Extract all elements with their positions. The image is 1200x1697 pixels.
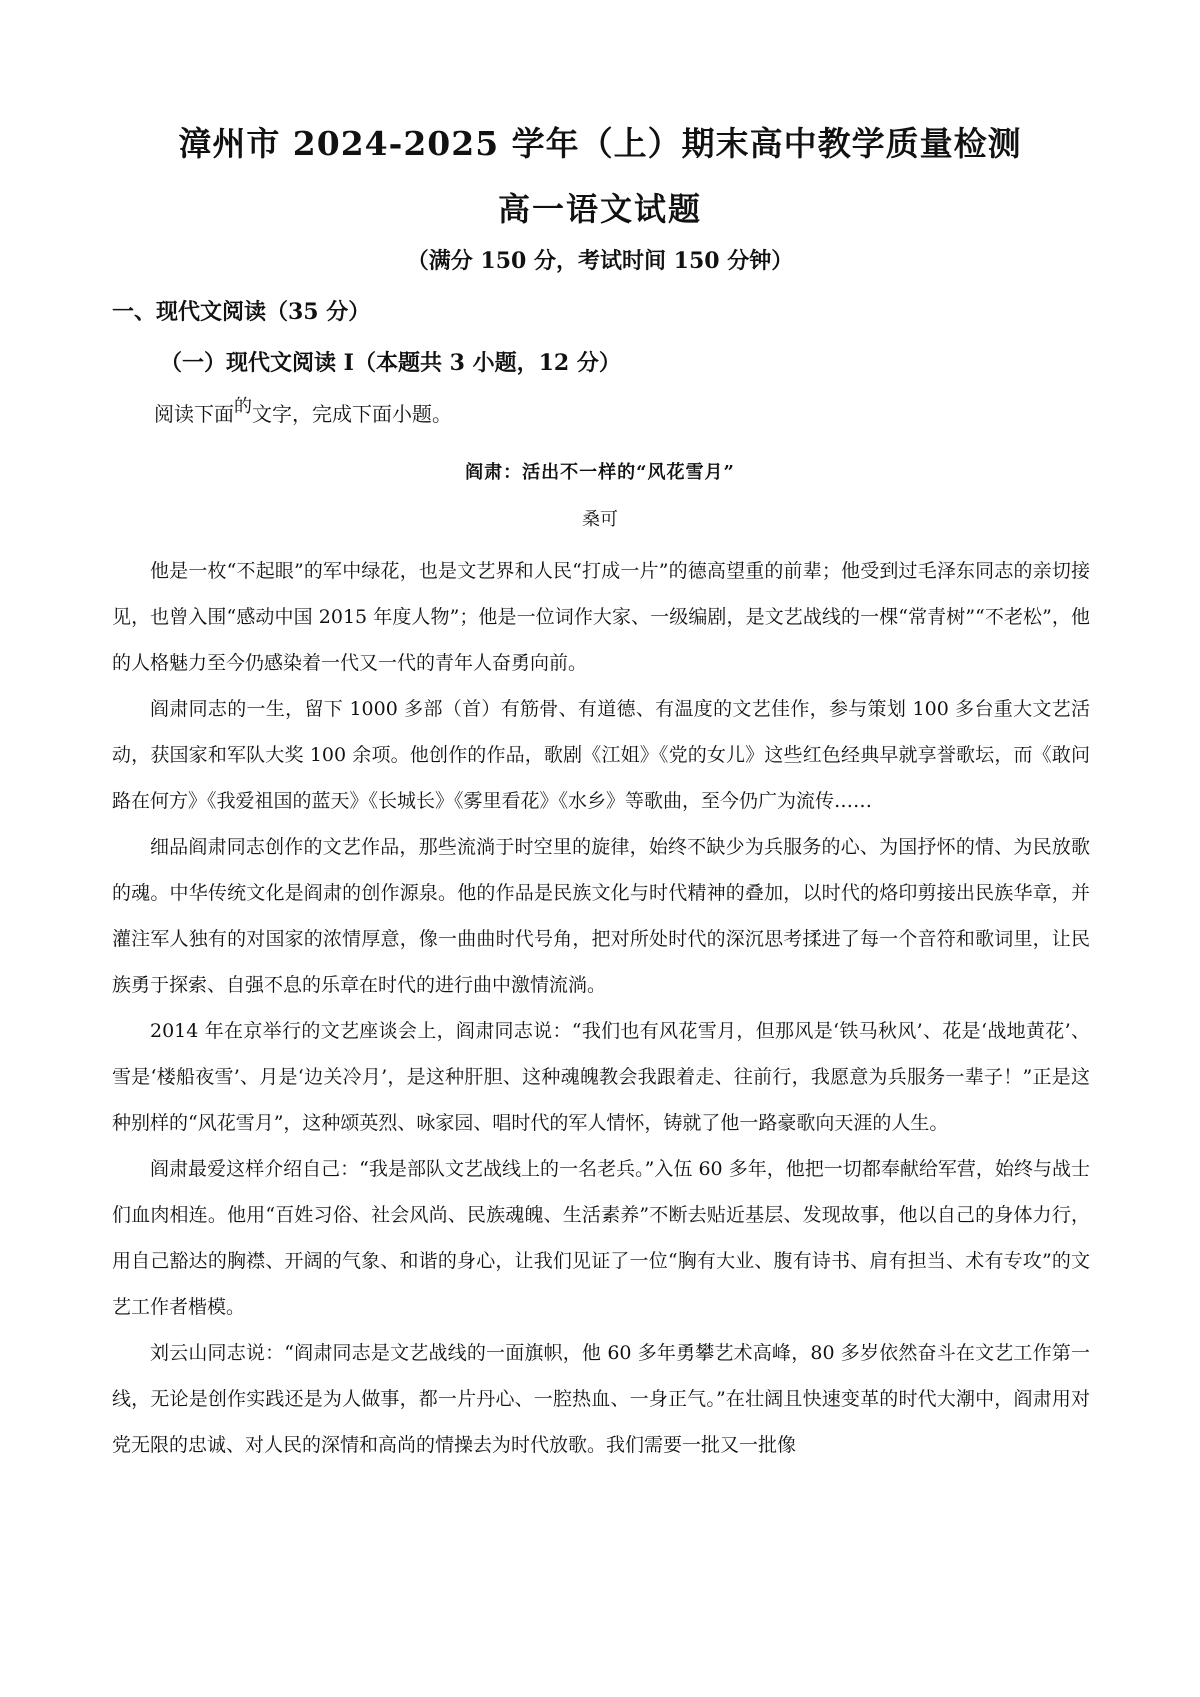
article-paragraph: 细品阎肃同志创作的文艺作品，那些流淌于时空里的旋律，始终不缺少为兵服务的心、为国抒怀的情、为民放歌的魂。中华传统文化是阎肃的创作源泉。他的作品是民族文化与时代精神的叠加，以时代的烙印剪接出民族华章，并灌注军人独有的对国家的浓情厚意，像一曲曲时代号角，把对所处时代的深沉思考揉进了每一个音符和歌词里，让民族勇于探索、自强不息的乐章在时代的进行曲中激情流淌。: [112, 836, 1090, 996]
exam-title: 漳州市 2024-2025 学年（上）期末高中教学质量检测: [178, 124, 1022, 163]
article-title: 阎肃：活出不一样的“风花雪月”: [465, 462, 735, 483]
article-paragraph: 他是一枚“不起眼”的军中绿花，也是文艺界和人民“打成一片”的德高望重的前辈；他受到过毛泽东同志的亲切接见，也曾入围“感动中国 2015 年度人物”；他是一位词作大家、一级编剧，是文艺战线的一棵“常青树”“不老松”，他的人格魅力至今仍感染着一代又一代的青年人奋勇向前。: [112, 560, 1090, 674]
instruction-text-before: 阅读下面: [154, 402, 234, 426]
subsection-heading: （一）现代文阅读 I（本题共 3 小题，12 分）: [160, 350, 621, 376]
reading-instruction: [154, 398, 452, 427]
section-heading: 一、现代文阅读（35 分）: [112, 299, 371, 325]
instruction-raised-char: 的: [234, 396, 252, 417]
article-body: [112, 548, 1090, 1468]
article-author: 桑可: [582, 509, 618, 530]
instruction-text-after: 文字，完成下面小题。: [252, 402, 452, 426]
article-paragraph: 刘云山同志说：“阎肃同志是文艺战线的一面旗帜，他 60 多年勇攀艺术高峰，80 多岁依然奋斗在文艺工作第一线，无论是创作实践还是为人做事，都一片丹心、一腔热血、一身正气。”在壮阔且快速变革的时代大潮中，阎肃用对党无限的忠诚、对人民的深情和高尚的情操去为时代放歌。我们需要一批又一批像: [112, 1342, 1090, 1456]
exam-subtitle: 高一语文试题: [497, 190, 702, 228]
article-paragraph: 2014 年在京举行的文艺座谈会上，阎肃同志说：“我们也有风花雪月，但那风是‘铁马秋风’、花是‘战地黄花’、雪是‘楼船夜雪’、月是‘边关冷月’，是这种肝胆、这种魂魄教会我跟着走、往前行，我愿意为兵服务一辈子！”正是这种别样的“风花雪月”，这种颂英烈、咏家园、唱时代的军人情怀，铸就了他一路豪歌向天涯的人生。: [112, 1020, 1090, 1134]
exam-info: （满分 150 分，考试时间 150 分钟）: [406, 248, 794, 274]
article-paragraph: 阎肃同志的一生，留下 1000 多部（首）有筋骨、有道德、有温度的文艺佳作，参与策划 100 多台重大文艺活动，获国家和军队大奖 100 余项。他创作的作品，歌剧《江姐》《党的女儿》这些红色经典早就享誉歌坛，而《敢问路在何方》《我爱祖国的蓝天》《长城长》《雾里看花》《水乡》等歌曲，至今仍广为流传……: [112, 698, 1090, 812]
article-paragraph: 阎肃最爱这样介绍自己：“我是部队文艺战线上的一名老兵。”入伍 60 多年，他把一切都奉献给军营，始终与战士们血肉相连。他用“百姓习俗、社会风尚、民族魂魄、生活素养”不断去贴近基层、发现故事，他以自己的身体力行，用自己豁达的胸襟、开阔的气象、和谐的身心，让我们见证了一位“胸有大业、腹有诗书、肩有担当、术有专攻”的文艺工作者楷模。: [112, 1158, 1090, 1318]
